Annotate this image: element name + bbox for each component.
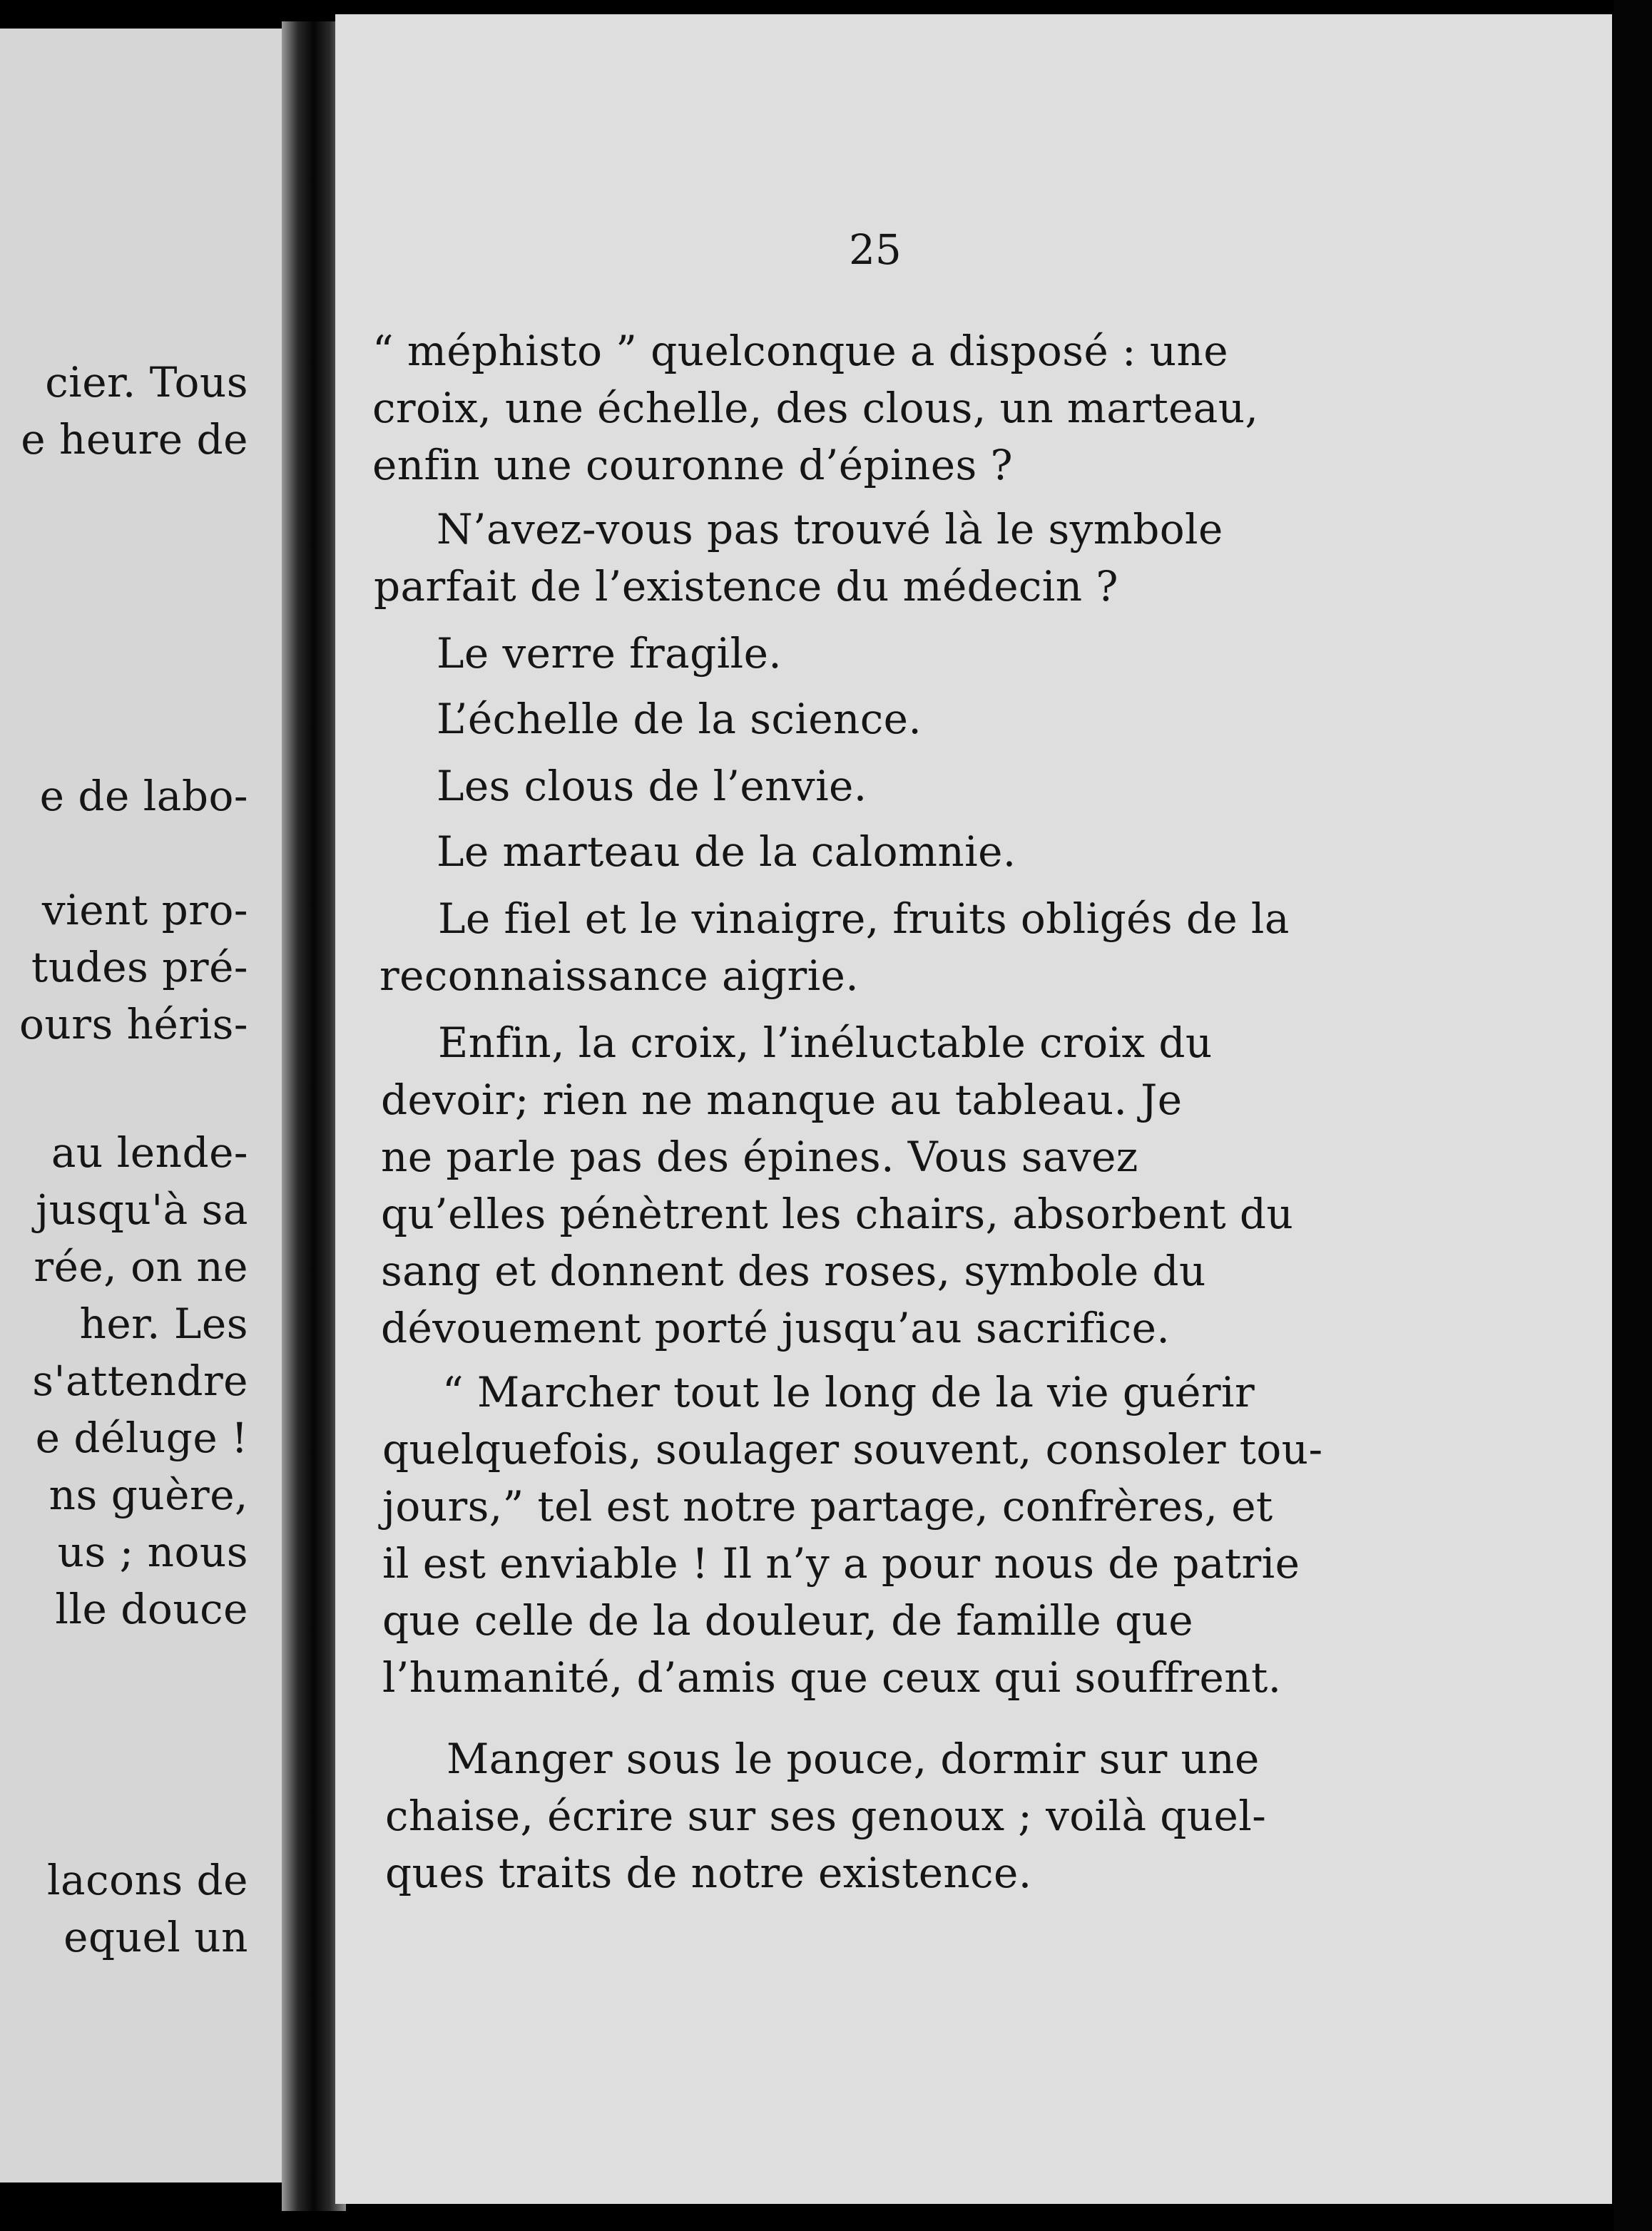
right-border: [1613, 0, 1652, 2231]
left-page-line: vient pro-: [41, 886, 248, 934]
left-page-line: e heure de: [21, 415, 248, 464]
text-line: qu’elles pénètrent les chairs, absorbent du: [381, 1190, 1294, 1238]
text-line: Le marteau de la calomnie.: [437, 827, 1016, 876]
text-line: Le fiel et le vinaigre, fruits obligés de la: [438, 894, 1290, 943]
text-line: reconnaissance aigrie.: [379, 951, 860, 1000]
text-line: enfin une couronne d’épines ?: [372, 441, 1013, 489]
left-page-line: s'attendre: [32, 1357, 248, 1405]
text-line: Les clous de l’envie.: [437, 762, 867, 810]
left-page-line: e déluge !: [35, 1414, 248, 1462]
text-line: Manger sous le pouce, dormir sur une: [447, 1735, 1260, 1783]
left-page-line: cier. Tous: [45, 358, 248, 407]
text-line: ne parle pas des épines. Vous savez: [381, 1133, 1138, 1181]
left-page-line: lacons de: [46, 1856, 248, 1904]
text-line: L’échelle de la science.: [437, 695, 922, 743]
text-line: l’humanité, d’amis que ceux qui souffrent.: [382, 1653, 1282, 1702]
text-line: il est enviable ! Il n’y a pour nous de patrie: [382, 1539, 1300, 1588]
text-line: ques traits de notre existence.: [385, 1849, 1032, 1897]
left-page-line: ours héris-: [19, 1000, 248, 1048]
text-line: jours,” tel est notre partage, confrères, et: [382, 1482, 1273, 1531]
text-line: devoir; rien ne manque au tableau. Je: [381, 1076, 1183, 1124]
left-page-line: tudes pré-: [31, 943, 248, 991]
page-number: 25: [849, 225, 902, 274]
left-page: [0, 29, 314, 2182]
text-line: “ Marcher tout le long de la vie guérir: [442, 1368, 1255, 1416]
left-page-line: us ; nous: [57, 1528, 248, 1576]
left-page-line: lle douce: [55, 1585, 248, 1633]
text-line: N’avez-vous pas trouvé là le symbole: [437, 505, 1223, 553]
text-line: parfait de l’existence du médecin ?: [374, 562, 1118, 611]
text-line: “ méphisto ” quelconque a disposé : une: [372, 327, 1228, 375]
left-page-line: au lende-: [51, 1128, 248, 1177]
text-line: que celle de la douleur, de famille que: [382, 1596, 1193, 1645]
text-line: chaise, écrire sur ses genoux ; voilà quel-: [385, 1792, 1267, 1840]
text-line: sang et donnent des roses, symbole du: [381, 1247, 1206, 1295]
text-line: Enfin, la croix, l’inéluctable croix du: [438, 1018, 1213, 1067]
text-line: dévouement porté jusqu’au sacrifice.: [381, 1304, 1171, 1352]
left-page-line: equel un: [63, 1913, 248, 1961]
left-page-line: rée, on ne: [34, 1242, 248, 1291]
text-line: Le verre fragile.: [437, 629, 782, 678]
left-page-line: e de labo-: [39, 772, 248, 820]
text-line: croix, une échelle, des clous, un marteau,: [372, 384, 1259, 432]
left-page-line: jusqu'à sa: [36, 1185, 248, 1234]
left-page-line: her. Les: [79, 1300, 248, 1348]
text-line: quelquefois, soulager souvent, consoler tou-: [382, 1425, 1323, 1474]
left-page-line: ns guère,: [49, 1471, 248, 1519]
